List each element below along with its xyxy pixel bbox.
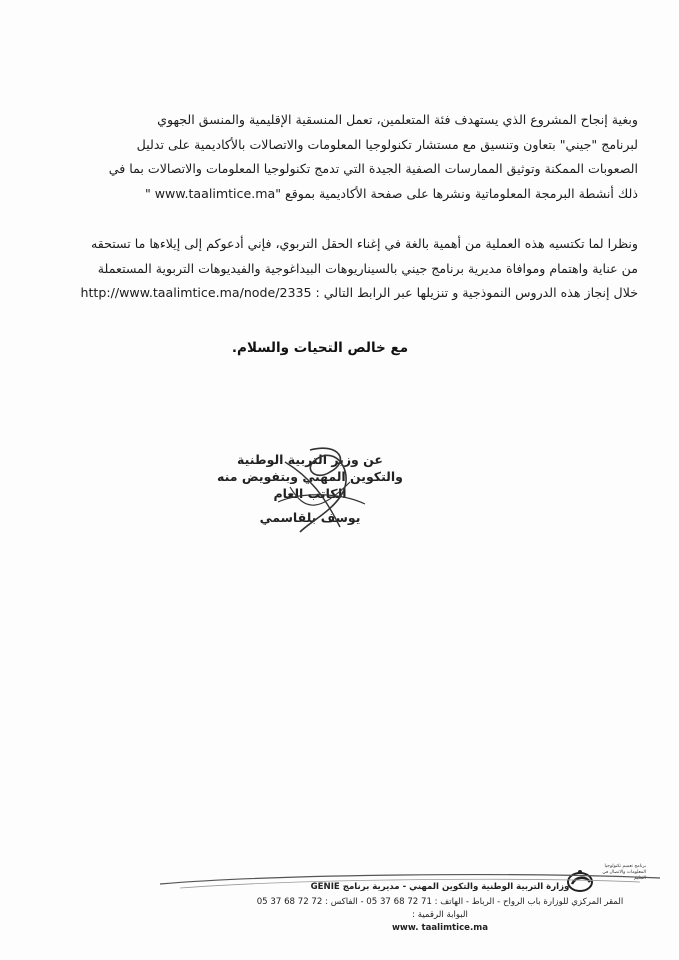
signature-block xyxy=(190,442,430,542)
paragraph-1 xyxy=(40,108,638,206)
paragraph-2-line: من عناية واهتمام وموافاة مديرية برنامج جيني بالسيناريوهات البيداغوجية والفيديوهات التربوية المستعملة xyxy=(97,260,638,276)
signature-line-1: عن وزير التربية الوطنية xyxy=(237,452,383,467)
paragraph-2 xyxy=(40,232,638,306)
signature-line-4: يوسف بلقاسمي xyxy=(259,510,361,525)
footer-website-link[interactable]: www. taalimtice.ma xyxy=(391,923,489,933)
paragraph-1-line: وبغية إنجاح المشروع الذي يستهدف فئة المتعلمين، تعمل المنسقية الإقليمية والمنسق الجهوي xyxy=(157,112,638,127)
signature-line-3: الكاتب العام xyxy=(273,486,347,501)
footer-ministry-line: وزارة التربية الوطنية والتكوين المهني - مديرية برنامج GENIE xyxy=(310,882,570,892)
footer-portal-label: البوابة الرقمية : xyxy=(412,910,468,920)
paragraph-2-line: خلال إنجاز هذه الدروس النموذجية و تنزيلها عبر الرابط التالي : http://www.taalimtice.ma/node/2335 xyxy=(80,285,638,300)
closing-salutation: مع خالص التحيات والسلام. xyxy=(231,340,409,356)
paragraph-1-line: الصعوبات الممكنة وتوثيق الممارسات الصفية الجيدة التي تدمج تكنولوجيا المعلومات والاتصالات بما في xyxy=(108,161,638,176)
footer-address-line: المقر المركزي للوزارة باب الرواح - الرباط - الهاتف : 71 72 68 37 05 - الفاكس : 72 72 68 37 05 xyxy=(256,897,624,907)
logo-caption: برنامج تعميم تكنولوجيا المعلومات والاتصال في التعليم xyxy=(602,864,646,881)
paragraph-1-line: ذلك أنشطة البرمجة المعلوماتية ونشرها على صفحة الأكاديمية بموقع "www.taalimtice.ma " xyxy=(144,185,638,201)
signature-line-2: والتكوين المهني وبتفويض منه xyxy=(217,469,403,484)
paragraph-2-line: ونظرا لما تكتسيه هذه العملية من أهمية بالغة في إغناء الحقل التربوي، فإني أدعوكم إلى إيلاءها ما تستحقه xyxy=(90,236,638,251)
letterhead-footer xyxy=(160,864,660,944)
paragraph-1-line: لبرنامج "جيني" بتعاون وتنسيق مع مستشار تكنولوجيا المعلومات والاتصالات بالأكاديمية على تدليل xyxy=(136,136,638,152)
